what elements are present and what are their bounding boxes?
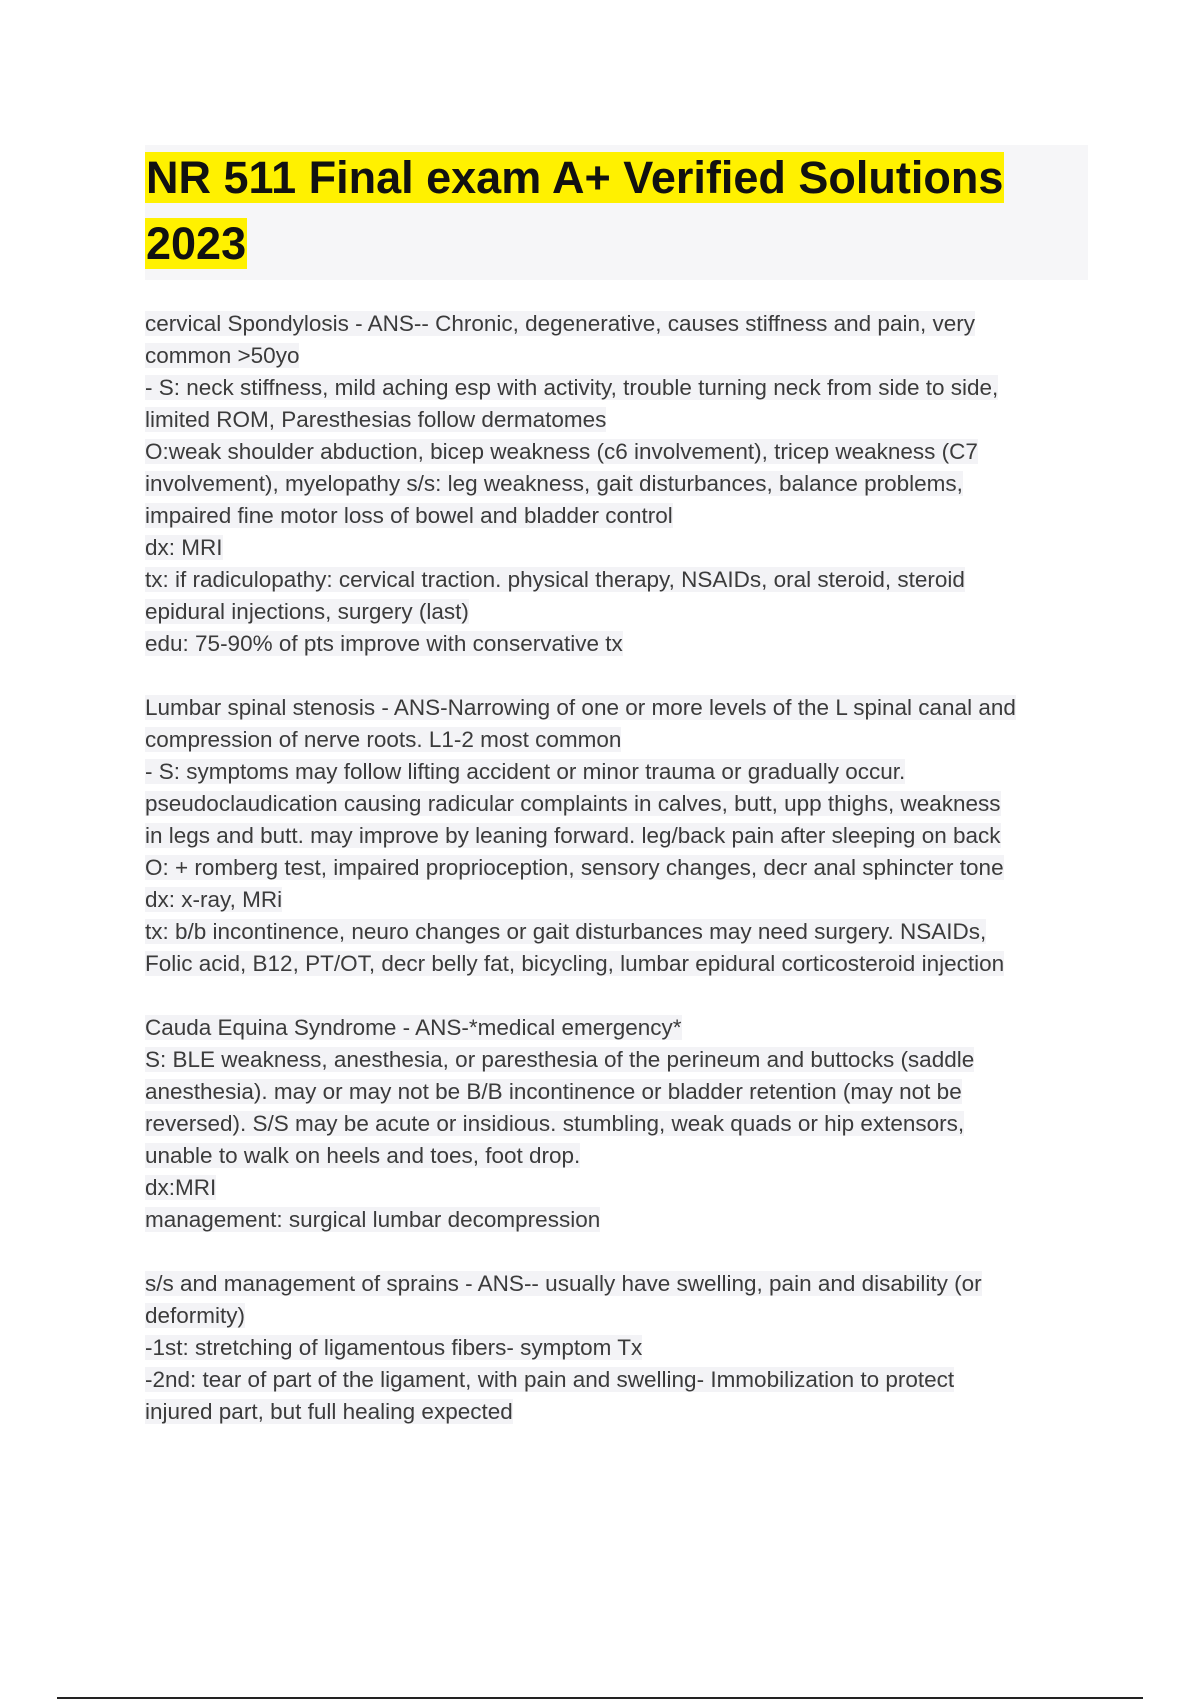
text-line-content: dx: x-ray, MRi — [145, 887, 283, 912]
text-line-content: injured part, but full healing expected — [145, 1399, 513, 1424]
text-line — [145, 884, 1090, 916]
text-line-content: Cauda Equina Syndrome - ANS-*medical emergency* — [145, 1015, 682, 1040]
text-line-content: -2nd: tear of part of the ligament, with pain and swelling- Immobilization to protect — [145, 1367, 955, 1392]
text-line-content: common >50yo — [145, 343, 300, 368]
qa-section — [145, 692, 1090, 980]
text-line-content: tx: b/b incontinence, neuro changes or gait disturbances may need surgery. NSAIDs, — [145, 919, 987, 944]
text-line — [145, 724, 1090, 756]
text-line-content: O: + romberg test, impaired proprioception, sensory changes, decr anal sphincter tone — [145, 855, 1004, 880]
text-line — [145, 1204, 1090, 1236]
text-line-content: reversed). S/S may be acute or insidious. stumbling, weak quads or hip extensors, — [145, 1111, 965, 1136]
text-line-content: involvement), myelopathy s/s: leg weakness, gait disturbances, balance problems, — [145, 471, 963, 496]
text-line — [145, 1300, 1090, 1332]
text-line-content: management: surgical lumbar decompression — [145, 1207, 601, 1232]
text-line-content: deformity) — [145, 1303, 246, 1328]
text-line — [145, 1108, 1090, 1140]
text-line — [145, 532, 1090, 564]
text-line — [145, 372, 1090, 404]
text-line-content: epidural injections, surgery (last) — [145, 599, 469, 624]
text-line — [145, 628, 1090, 660]
title-block — [145, 145, 1088, 280]
text-line — [145, 756, 1090, 788]
text-line-content: dx: MRI — [145, 535, 223, 560]
text-line-content: cervical Spondylosis - ANS-- Chronic, degenerative, causes stiffness and pain, very — [145, 311, 975, 336]
text-line-content: Lumbar spinal stenosis - ANS-Narrowing of one or more levels of the L spinal canal and — [145, 695, 1016, 720]
text-line — [145, 1044, 1090, 1076]
title-line-1: NR 511 Final exam A+ Verified Solutions — [146, 152, 1004, 203]
text-line-content: edu: 75-90% of pts improve with conservative tx — [145, 631, 623, 656]
text-line — [145, 1172, 1090, 1204]
text-line — [145, 692, 1090, 724]
text-line — [145, 820, 1090, 852]
qa-section — [145, 308, 1090, 660]
text-line-content: dx:MRI — [145, 1175, 217, 1200]
text-line — [145, 916, 1090, 948]
text-line — [145, 404, 1090, 436]
page-title — [145, 145, 1045, 277]
text-line-content: - S: neck stiffness, mild aching esp with activity, trouble turning neck from side to side, — [145, 375, 999, 400]
text-line — [145, 564, 1090, 596]
text-line-content: pseudoclaudication causing radicular complaints in calves, butt, upp thighs, weakness — [145, 791, 1001, 816]
text-line — [145, 948, 1090, 980]
text-line — [145, 308, 1090, 340]
text-line-content: unable to walk on heels and toes, foot drop. — [145, 1143, 581, 1168]
text-line — [145, 1140, 1090, 1172]
text-line-content: tx: if radiculopathy: cervical traction. physical therapy, NSAIDs, oral steroid, steroid — [145, 567, 965, 592]
text-line-content: S: BLE weakness, anesthesia, or paresthesia of the perineum and buttocks (saddle — [145, 1047, 975, 1072]
text-line-content: s/s and management of sprains - ANS-- usually have swelling, pain and disability (or — [145, 1271, 982, 1296]
text-line — [145, 1364, 1090, 1396]
text-line-content: O:weak shoulder abduction, bicep weakness (c6 involvement), tricep weakness (C7 — [145, 439, 978, 464]
text-line-content: - S: symptoms may follow lifting accident or minor trauma or gradually occur. — [145, 759, 906, 784]
text-line-content: compression of nerve roots. L1-2 most common — [145, 727, 622, 752]
text-line — [145, 1332, 1090, 1364]
document-body — [145, 308, 1090, 1460]
text-line — [145, 340, 1090, 372]
text-line-content: anesthesia). may or may not be B/B incontinence or bladder retention (may not be — [145, 1079, 962, 1104]
text-line-content: impaired fine motor loss of bowel and bladder control — [145, 503, 673, 528]
title-line-2: 2023 — [146, 218, 247, 269]
text-line — [145, 500, 1090, 532]
footer-divider — [57, 1697, 1143, 1699]
text-line — [145, 1012, 1090, 1044]
text-line — [145, 788, 1090, 820]
text-line — [145, 1076, 1090, 1108]
text-line — [145, 1268, 1090, 1300]
text-line — [145, 596, 1090, 628]
text-line-content: -1st: stretching of ligamentous fibers- symptom Tx — [145, 1335, 643, 1360]
text-line-content: Folic acid, B12, PT/OT, decr belly fat, bicycling, lumbar epidural corticosteroid injection — [145, 951, 1005, 976]
text-line — [145, 468, 1090, 500]
text-line — [145, 436, 1090, 468]
qa-section — [145, 1012, 1090, 1236]
qa-section — [145, 1268, 1090, 1428]
text-line — [145, 852, 1090, 884]
text-line-content: in legs and butt. may improve by leaning forward. leg/back pain after sleeping on back — [145, 823, 1001, 848]
text-line-content: limited ROM, Paresthesias follow dermatomes — [145, 407, 607, 432]
text-line — [145, 1396, 1090, 1428]
